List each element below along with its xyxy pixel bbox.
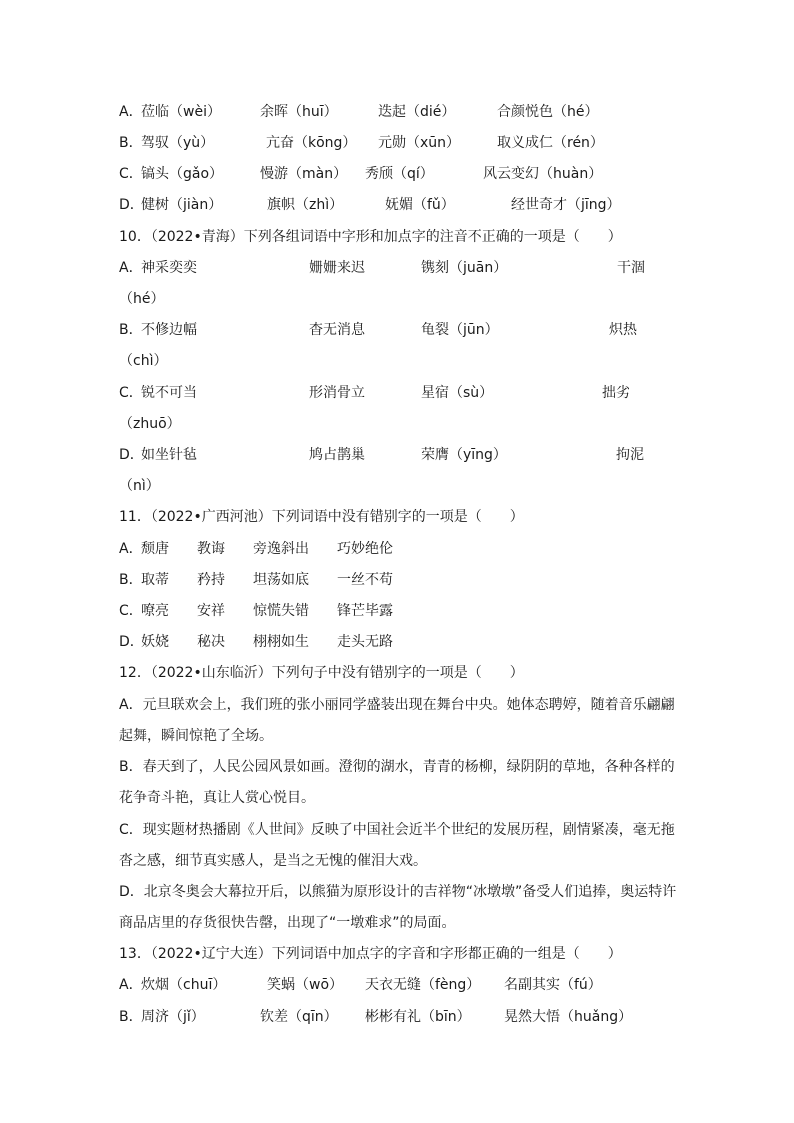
word-item: 亢奋（kōng） <box>266 135 357 151</box>
word-item: 教诲 <box>197 541 225 557</box>
q13-option-a <box>119 975 679 995</box>
q12-option-a: A．元旦联欢会上，我们班的张小丽同学盛装出现在舞台中央。她体态聘婷，随着音乐翩翩起舞，瞬间惊艳了全场。 <box>119 697 675 744</box>
option-label: A． <box>119 541 143 557</box>
option-label: C． <box>119 166 143 182</box>
q10-option-d-cont: （nì） <box>119 478 160 494</box>
option-label: B． <box>119 322 143 338</box>
option-label: A． <box>119 977 143 993</box>
option-label: C． <box>119 603 143 619</box>
word-item: 取义成仁（rén） <box>497 135 604 151</box>
word-item: 神采奕奕 <box>141 260 197 276</box>
word-item: 龟裂（jūn） <box>421 322 499 338</box>
q12-option-b: B．春天到了，人民公园风景如画。澄彻的湖水，青青的杨柳，绿阴阴的草地，各种各样的花争奇斗艳，真让人赏心悦目。 <box>119 759 675 806</box>
q12-option-c: C．现实题材热播剧《人世间》反映了中国社会近半个世纪的发展历程，剧情紧凑，毫无拖沓之感，细节真实感人，是当之无愧的催泪大戏。 <box>119 822 675 869</box>
word-item: 炊烟（chuī） <box>141 977 227 993</box>
q10-title: 10．（2022•青海）下列各组词语中字形和加点字的注音不正确的一项是（ ） <box>119 229 622 245</box>
word-item: 安祥 <box>197 603 225 619</box>
word-item: 元勋（xūn） <box>378 135 461 151</box>
option-label: D． <box>119 197 144 213</box>
word-item: 彬彬有礼（bīn） <box>365 1009 471 1025</box>
word-item: 镌刻（juān） <box>421 260 508 276</box>
q10-option-a-cont: （hé） <box>119 291 165 307</box>
word-item: 锋芒毕露 <box>337 603 393 619</box>
word-item: 健树（jiàn） <box>141 197 223 213</box>
word-item: 合颜悦色（hé） <box>497 104 599 120</box>
word-item: 晃然大悟（huǎng） <box>504 1009 633 1025</box>
q11-title: 11．（2022•广西河池）下列词语中没有错别字的一项是（ ） <box>119 509 524 525</box>
option-label: A． <box>119 104 143 120</box>
word-item: 一丝不苟 <box>337 572 393 588</box>
word-item: 巧妙绝伦 <box>337 541 393 557</box>
word-item: 秘决 <box>197 634 225 650</box>
q10-option-c <box>119 383 679 403</box>
option-label: D． <box>119 447 144 463</box>
word-item: 矜持 <box>197 572 225 588</box>
q11-option-a <box>119 539 679 559</box>
q10-option-d <box>119 445 679 465</box>
word-item: 笑蜗（wō） <box>267 977 344 993</box>
word-item: 镐头（gǎo） <box>141 166 224 182</box>
word-item: 惊慌失错 <box>253 603 309 619</box>
word-item: 干涸 <box>617 260 645 276</box>
q10-option-a <box>119 258 679 278</box>
q9-option-c <box>119 164 679 184</box>
word-item: 余晖（huī） <box>260 104 338 120</box>
word-item: 驾驭（yù） <box>141 135 215 151</box>
q9-option-b <box>119 133 679 153</box>
word-item: 迭起（dié） <box>378 104 456 120</box>
word-item: 秀颀（qí） <box>365 166 434 182</box>
word-item: 慢游（màn） <box>260 166 348 182</box>
word-item: 妩媚（fǔ） <box>385 197 455 213</box>
q10-option-c-cont: （zhuō） <box>119 416 181 432</box>
word-item: 拘泥 <box>616 447 644 463</box>
word-item: 风云变幻（huàn） <box>483 166 603 182</box>
word-item: 妖娆 <box>141 634 169 650</box>
q12-title: 12．（2022•山东临沂）下列句子中没有错别字的一项是（ ） <box>119 665 524 681</box>
q10-option-b-cont: （chì） <box>119 353 168 369</box>
word-item: 走头无路 <box>337 634 393 650</box>
q9-option-d <box>119 195 679 215</box>
option-label: B． <box>119 572 143 588</box>
word-item: 锐不可当 <box>141 385 197 401</box>
word-item: 星宿（sù） <box>421 385 494 401</box>
word-item: 坦荡如底 <box>253 572 309 588</box>
q13-option-b <box>119 1007 679 1027</box>
option-label: D． <box>119 634 144 650</box>
word-item: 莅临（wèi） <box>141 104 221 120</box>
word-item: 形消骨立 <box>309 385 365 401</box>
word-item: 旁逸斜出 <box>253 541 309 557</box>
q13-title: 13．（2022•辽宁大连）下列词语中加点字的字音和字形都正确的一组是（ ） <box>119 946 622 962</box>
option-label: A． <box>119 260 143 276</box>
word-item: 名副其实（fú） <box>504 977 602 993</box>
word-item: 嘹亮 <box>141 603 169 619</box>
word-item: 鸠占鹊巢 <box>309 447 365 463</box>
word-item: 如坐针毡 <box>141 447 197 463</box>
q10-option-b <box>119 320 679 340</box>
word-item: 旗帜（zhì） <box>267 197 344 213</box>
word-item: 取蒂 <box>141 572 169 588</box>
word-item: 杳无消息 <box>309 322 365 338</box>
word-item: 姗姗来迟 <box>309 260 365 276</box>
word-item: 拙劣 <box>602 385 630 401</box>
option-label: B． <box>119 1009 143 1025</box>
q9-option-a <box>119 102 679 122</box>
q11-option-b <box>119 570 679 590</box>
word-item: 颓唐 <box>141 541 169 557</box>
option-label: B． <box>119 135 143 151</box>
q11-option-d <box>119 632 679 652</box>
word-item: 不修边幅 <box>141 322 197 338</box>
word-item: 周济（jǐ） <box>141 1009 205 1025</box>
q12-option-d: D．北京冬奥会大幕拉开后，以熊猫为原形设计的吉祥物“冰墩墩”备受人们追捧，奥运特许商品店里的存货很快告罄，出现了“一墩难求”的局面。 <box>119 884 677 931</box>
word-item: 炽热 <box>609 322 637 338</box>
word-item: 栩栩如生 <box>253 634 309 650</box>
option-label: C． <box>119 385 143 401</box>
word-item: 经世奇才（jīng） <box>511 197 621 213</box>
q11-option-c <box>119 601 679 621</box>
word-item: 天衣无缝（fèng） <box>365 977 481 993</box>
word-item: 钦差（qīn） <box>260 1009 338 1025</box>
word-item: 荣膺（yīng） <box>421 447 507 463</box>
